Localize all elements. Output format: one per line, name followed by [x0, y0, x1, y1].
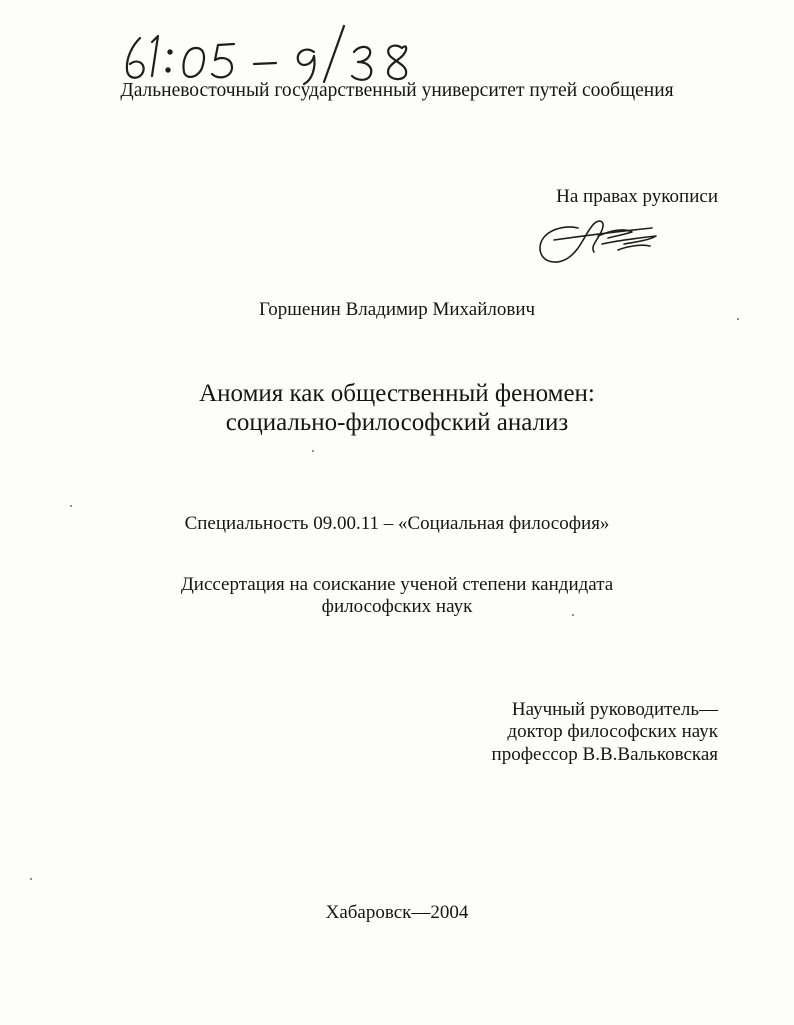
university-name: Дальневосточный государственный университет путей сообщения [120, 80, 674, 101]
scan-speck [737, 318, 739, 320]
dissertation-title-line1: Аномия как общественный феномен: [199, 380, 595, 407]
scan-speck [70, 505, 72, 507]
place-and-year: Хабаровск—2004 [325, 902, 469, 923]
degree-line1: Диссертация на соискание ученой степени кандидата [180, 574, 614, 595]
scan-speck [312, 450, 314, 452]
supervisor-line3: профессор В.В.Вальковская [491, 744, 718, 765]
dissertation-title-line2: социально-философский анализ [225, 409, 569, 436]
manuscript-rights-note: На правах рукописи [556, 186, 718, 207]
specialty: Специальность 09.00.11 – «Социальная философия» [184, 513, 610, 534]
handwritten-archive-code [118, 18, 438, 86]
scan-speck [572, 614, 574, 616]
supervisor-line1: Научный руководитель— [511, 699, 718, 720]
degree-line2: философских наук [321, 596, 473, 617]
signature [532, 206, 672, 270]
supervisor-line2: доктор философских наук [507, 721, 718, 742]
author-name: Горшенин Владимир Михайлович [258, 299, 536, 320]
scan-speck [30, 878, 32, 880]
